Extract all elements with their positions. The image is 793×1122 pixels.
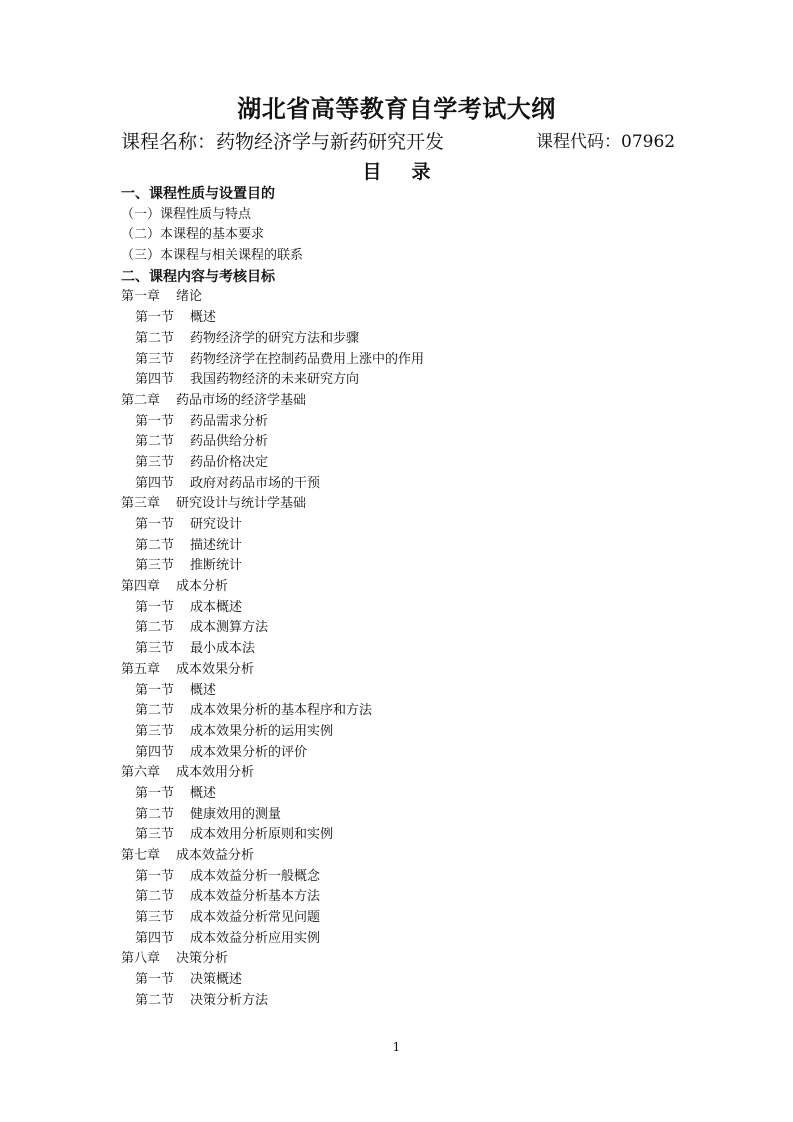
toc-section-row [121, 805, 721, 826]
toc-entry-number: 第三节 [135, 827, 175, 843]
course-code: 课程代码：07962 [536, 132, 676, 152]
toc-section-row [121, 784, 721, 805]
toc-entry-number: 第二章 [121, 392, 161, 408]
toc-entry-text: 成本效益分析一般概念 [190, 868, 321, 884]
toc-chapter-row [121, 660, 721, 681]
toc-entry-text: 成本效果分析的基本程序和方法 [190, 703, 373, 719]
toc-plain-row [121, 246, 721, 267]
toc-section-row [121, 536, 721, 557]
toc-entry-text: 成本效益分析常见问题 [190, 910, 321, 926]
toc-section-row [121, 370, 721, 391]
toc-entry-number: 第一节 [135, 682, 175, 698]
toc-entry-text: 绪论 [176, 289, 203, 305]
toc-entry-number: 第八章 [121, 951, 161, 967]
toc-entry-number: 第三章 [121, 496, 161, 512]
table-of-contents [121, 184, 721, 1012]
toc-entry-text: 成本效益分析 [176, 848, 255, 863]
toc-section-row [121, 887, 721, 908]
toc-chapter-row [121, 287, 721, 308]
toc-plain-row [121, 225, 721, 246]
toc-section-row [121, 639, 721, 660]
toc-entry-number: 第一节 [135, 413, 175, 429]
toc-entry-number: 第二节 [135, 434, 175, 450]
toc-entry-text: 概述 [190, 682, 217, 698]
toc-entry-text: 决策概述 [190, 972, 243, 988]
toc-chapter-row [121, 391, 721, 412]
toc-entry-text: 研究设计与统计学基础 [176, 496, 307, 512]
toc-entry-text: 一、课程性质与设置目的 [121, 186, 275, 202]
toc-part-row [121, 184, 721, 205]
toc-entry-text: 成本效益分析基本方法 [190, 889, 321, 905]
toc-entry-text: 政府对药品市场的干预 [190, 475, 321, 491]
toc-entry-number: 第二节 [135, 620, 175, 636]
toc-entry-number: 第三节 [135, 641, 175, 657]
toc-section-row [121, 453, 721, 474]
toc-entry-text: 成本效果分析的运用实例 [190, 723, 334, 739]
toc-chapter-row [121, 577, 721, 598]
toc-entry-number: 第一节 [135, 868, 175, 884]
toc-entry-text: 最小成本法 [190, 641, 256, 657]
toc-entry-text: 研究设计 [190, 517, 243, 532]
toc-entry-number: 第一节 [135, 972, 175, 988]
toc-section-row [121, 825, 721, 846]
toc-heading-left: 目 [362, 161, 382, 183]
toc-entry-number: 第六章 [121, 765, 161, 781]
toc-section-row [121, 412, 721, 433]
page-number: 1 [392, 1040, 401, 1054]
toc-section-row [121, 598, 721, 619]
toc-entry-text: 健康效用的测量 [190, 806, 282, 822]
toc-entry-text: 药物经济学的研究方法和步骤 [190, 330, 360, 346]
toc-chapter-row [121, 846, 721, 867]
toc-entry-number: 第四节 [135, 372, 175, 388]
toc-section-row [121, 743, 721, 764]
toc-entry-number: 第二节 [135, 703, 175, 719]
toc-section-row [121, 701, 721, 722]
toc-section-row [121, 929, 721, 950]
toc-entry-text: 药物经济学在控制药品费用上涨中的作用 [190, 351, 425, 367]
toc-heading [0, 158, 793, 186]
toc-entry-text: 成本分析 [176, 579, 229, 595]
toc-section-row [121, 308, 721, 329]
document-title: 湖北省高等教育自学考试大纲 [237, 95, 556, 123]
toc-entry-text: 药品供给分析 [190, 434, 269, 450]
course-name: 课程名称：药物经济学与新药研究开发 [121, 131, 445, 153]
toc-entry-text: 描述统计 [190, 537, 243, 553]
toc-section-row [121, 681, 721, 702]
toc-entry-text: （一）课程性质与特点 [121, 206, 252, 222]
toc-entry-text: 二、课程内容与考核目标 [121, 268, 275, 285]
toc-entry-text: 我国药物经济的未来研究方向 [190, 372, 360, 388]
toc-entry-number: 第三节 [135, 351, 175, 367]
toc-section-row [121, 432, 721, 453]
toc-entry-number: 第一节 [135, 517, 175, 532]
toc-section-row [121, 350, 721, 371]
toc-section-row [121, 515, 721, 536]
toc-entry-number: 第三节 [135, 454, 175, 470]
toc-entry-text: 成本效用分析 [176, 765, 255, 781]
toc-entry-text: 决策分析 [176, 951, 229, 967]
toc-entry-number: 第四章 [121, 579, 161, 595]
toc-entry-text: 成本效用分析原则和实例 [190, 827, 334, 843]
toc-entry-number: 第三节 [135, 723, 175, 739]
toc-section-row [121, 618, 721, 639]
toc-entry-number: 第三节 [135, 910, 175, 926]
toc-entry-number: 第四节 [135, 744, 175, 760]
toc-entry-number: 第一节 [135, 599, 175, 615]
toc-section-row [121, 722, 721, 743]
toc-entry-text: （二）本课程的基本要求 [121, 227, 265, 243]
toc-section-row [121, 474, 721, 495]
toc-entry-number: 第一章 [121, 289, 161, 305]
toc-entry-number: 第七章 [121, 848, 161, 863]
toc-entry-number: 第五章 [121, 661, 161, 677]
toc-entry-number: 第二节 [135, 537, 175, 553]
toc-entry-number: 第二节 [135, 806, 175, 822]
toc-entry-text: 成本概述 [190, 599, 243, 615]
toc-entry-text: 决策分析方法 [190, 992, 269, 1008]
toc-chapter-row [121, 763, 721, 784]
toc-entry-text: 药品市场的经济学基础 [176, 392, 307, 408]
toc-entry-number: 第一节 [135, 310, 175, 326]
toc-section-row [121, 991, 721, 1012]
toc-entry-text: 药品价格决定 [190, 454, 269, 470]
toc-entry-text: 成本效果分析 [176, 661, 255, 677]
toc-section-row [121, 329, 721, 350]
toc-chapter-row [121, 494, 721, 515]
toc-entry-number: 第四节 [135, 475, 175, 491]
toc-section-row [121, 867, 721, 888]
toc-entry-text: 成本测算方法 [190, 620, 269, 636]
toc-entry-number: 第三节 [135, 558, 175, 574]
toc-entry-text: 成本效果分析的评价 [190, 744, 308, 760]
toc-section-row [121, 556, 721, 577]
toc-entry-number: 第二节 [135, 330, 175, 346]
toc-entry-text: 概述 [190, 785, 217, 801]
toc-entry-number: 第二节 [135, 992, 175, 1008]
toc-entry-text: 概述 [190, 310, 217, 326]
toc-entry-number: 第二节 [135, 889, 175, 905]
toc-entry-number: 第四节 [135, 930, 175, 946]
toc-chapter-row [121, 949, 721, 970]
toc-plain-row [121, 205, 721, 226]
toc-part-row [121, 267, 721, 288]
toc-section-row [121, 908, 721, 929]
toc-entry-number: 第一节 [135, 785, 175, 801]
toc-section-row [121, 970, 721, 991]
toc-entry-text: 推断统计 [190, 558, 243, 574]
toc-entry-text: 药品需求分析 [190, 413, 269, 429]
toc-heading-right: 录 [411, 161, 431, 183]
toc-entry-text: （三）本课程与相关课程的联系 [121, 248, 304, 264]
toc-entry-text: 成本效益分析应用实例 [190, 930, 321, 946]
